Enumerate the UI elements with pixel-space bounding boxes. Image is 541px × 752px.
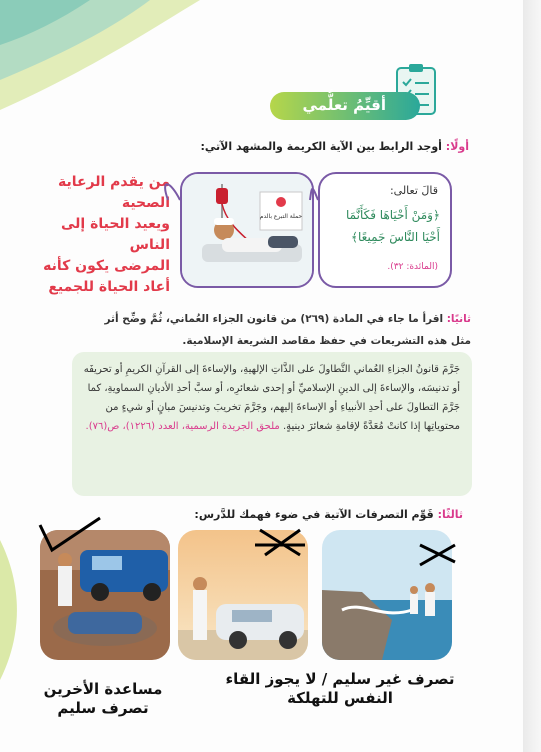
answer-line-1: من يقدم الرعاية الصحية (57, 174, 170, 211)
caption-left (18, 680, 188, 718)
photo-car-sunset (178, 530, 308, 660)
question-2-text: اقرأ ما جاء في المادة (٢٦٩) من قانون الجزاء العُماني، ثُمَّ وضِّح أثر مثل هذه التشريعات في حفظ مقاصد الشريعة الإسلامية. (104, 313, 471, 347)
photo-helping-car (40, 530, 170, 660)
page-edge (523, 0, 541, 752)
question-3-number: ثالثًا: (437, 508, 463, 521)
flooded-car-illustration (40, 530, 170, 660)
question-1 (89, 140, 469, 153)
blood-donation-scene (180, 172, 314, 288)
question-1-text: أوجد الرابط بين الآية الكريمة والمشهد الآتي: (200, 140, 442, 153)
caption-left-line-1: مساعدة الأخرين (43, 680, 163, 698)
caption-right (210, 670, 470, 708)
sunset-car-illustration (178, 530, 308, 660)
corner-decoration (0, 0, 200, 120)
verse-reference: (المائدة: ٣٢). (387, 262, 438, 272)
photo-cliff-sea (322, 530, 452, 660)
law-text: جَرَّمَ قانونُ الجزاءِ العُماني التَّطاولَ على الذَّاتِ الإلهيةِ، والإساءةَ إلى القرآنِ الكريمِ أو تحريفَه أو تدنيسَه، والإساءةَ إلى الدينِ الإسلاميِّ أو إحدى شعائرِه، أو سبَّ أحدِ الأديانِ السماويةِ، كما جَرَّمَ التطاولَ على أحدِ الأنبياءِ أو الإساءةَ إليهم، وجَرَّمَ تخريبَ وتدنيسَ مبانٍ أو شيءٍ من محتوياتِها إذا كانتْ مُعَدَّةً لإقامةِ شعائرَ دينيةٍ. (83, 364, 460, 432)
blood-donation-illustration (182, 174, 312, 286)
caption-right-line-2: النفس للتهلكة (287, 689, 393, 707)
question-2 (81, 308, 471, 352)
caption-left-line-2: تصرف سليم (57, 699, 149, 717)
quran-verse-card (318, 172, 452, 288)
section-header (270, 88, 420, 124)
law-source: ملحق الجريدة الرسمية، العدد (١٢٢٦)، ص(٧٦). (85, 421, 280, 432)
verse-text: ﴿وَمَنْ أَحْيَاهَا فَكَأَنَّمَا أَحْيَا النَّاسَ جَمِيعًا﴾ (346, 208, 440, 244)
handwritten-answer (20, 172, 170, 295)
answer-line-3: المرضى يكون كأنه (43, 258, 170, 274)
section-title: أقيِّمُ تعلُّمي (302, 96, 386, 114)
question-2-number: ثانيًا: (446, 313, 471, 325)
side-decoration (0, 540, 30, 680)
cliff-sea-illustration (322, 530, 452, 660)
question-3 (103, 508, 463, 521)
answer-line-4: أعاد الحياة للجميع (48, 279, 170, 295)
question-1-number: أولًا: (445, 140, 469, 153)
answer-line-2: ويعيد الحياة إلى الناس (60, 216, 170, 253)
scene-sign: حملة التبرع بالدم (259, 213, 303, 220)
law-excerpt-box (72, 352, 472, 496)
caption-right-line-1: تصرف غير سليم / لا يجوز القاء (225, 670, 455, 688)
question-3-text: قَوِّم التصرفات الآتية في ضوء فهمك للدَّرس: (194, 508, 434, 521)
verse-intro: قالَ تعالى: (389, 184, 438, 197)
